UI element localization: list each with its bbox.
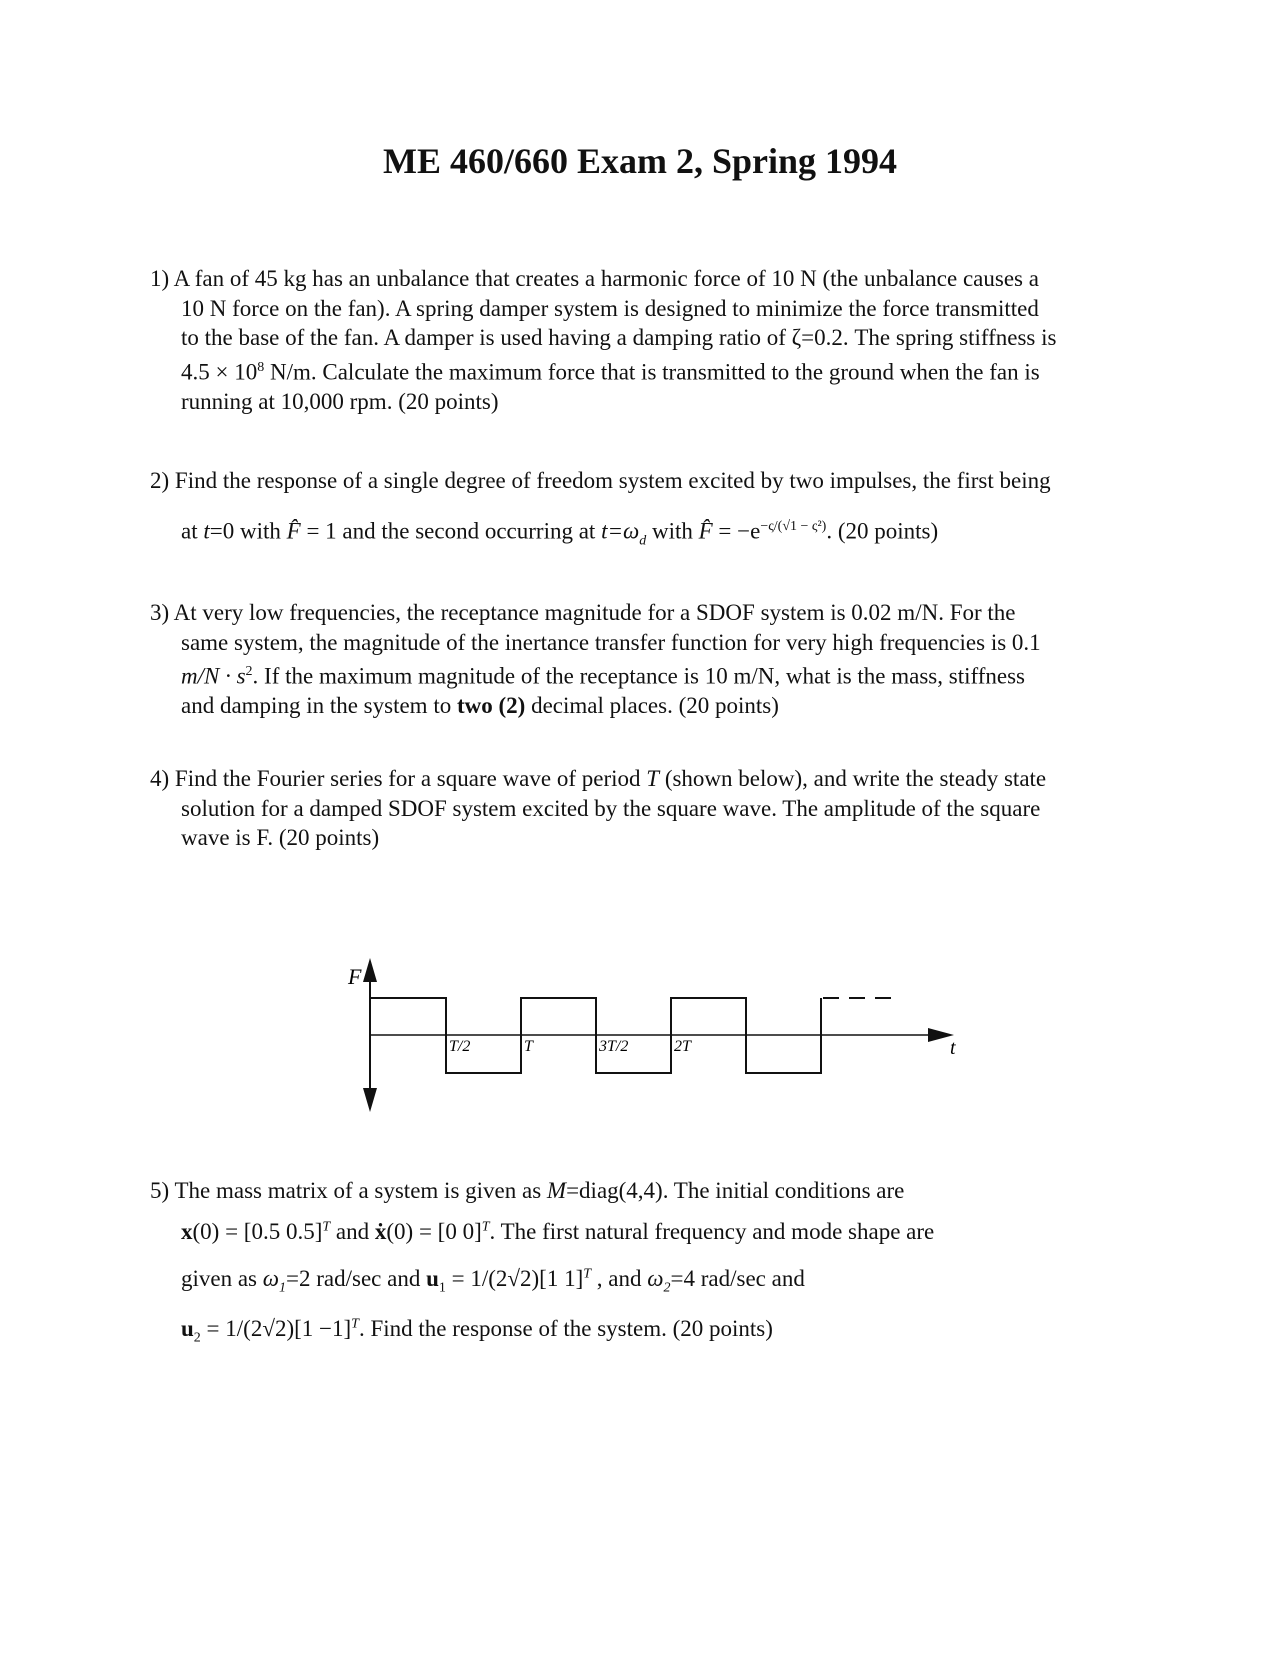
question-5-line-1 — [150, 1176, 1130, 1206]
q5-vec-u1: u — [426, 1266, 439, 1291]
q5-line-1 — [150, 1176, 1130, 1206]
q5-line-3-d: , and — [591, 1266, 648, 1291]
q2-line-1: 2) Find the response of a single degree of freedom system excited by two impulses, the first being — [150, 468, 1051, 493]
q5-line-2 — [181, 1219, 934, 1245]
f-axis-label: F — [348, 964, 362, 989]
q1-line-4-a: 4.5 × 10 — [181, 359, 258, 385]
q3-exponent: 2 — [245, 664, 253, 679]
q5-u1-sub: 1 — [438, 1280, 446, 1296]
q4-line-2: solution for a damped SDOF system excited by the square wave. The amplitude of the square — [181, 795, 1041, 821]
q3-line-3-b: . If the maximum magnitude of the receptance is 10 m/N, what is the mass, stiffness — [252, 663, 1026, 689]
q5-var-M: M — [546, 1178, 567, 1203]
q4-var-T: T — [646, 766, 660, 791]
tick-label-3t-half: 3T/2 — [599, 1038, 629, 1055]
q5-transpose-1: T — [322, 1219, 331, 1235]
exam-title: ME 460/660 Exam 2, Spring 1994 — [382, 141, 898, 181]
q5-omega-2: ω — [647, 1266, 664, 1291]
q5-vec-xdot: ẋ — [374, 1219, 387, 1244]
q2-f-hat-2: F̂ — [698, 518, 713, 544]
q1-line-3: to the base of the fan. A damper is used having a damping ratio of ζ=0.2. The spring stiffness is — [181, 325, 1057, 350]
q5-line-3-b: =2 rad/sec and — [286, 1266, 427, 1291]
q3-bold-text: two (2) — [456, 693, 526, 719]
q5-line-1-b: =diag(4,4). The initial conditions are — [566, 1178, 905, 1203]
q5-line-1-a: 5) The mass matrix of a system is given as — [150, 1178, 547, 1203]
t-axis-label: t — [950, 1037, 956, 1059]
q5-transpose-3: T — [583, 1266, 592, 1282]
q5-transpose-4: T — [351, 1316, 359, 1332]
axis-arrow-down — [363, 1088, 377, 1112]
q5-omega-2-sub: 2 — [663, 1280, 671, 1296]
q1-line-5: running at 10,000 rpm. (20 points) — [181, 388, 499, 414]
q4-line-3: wave is F. (20 points) — [181, 825, 380, 850]
q2-var-t: t — [203, 518, 210, 544]
q3-unit: m/N · s — [181, 663, 246, 689]
q3-line-4-a: and damping in the system to — [181, 693, 457, 719]
q2-exponent: −ς/(√1 − ς²) — [760, 518, 827, 534]
q2-var-t-omega: t=ω — [601, 518, 640, 544]
tick-label-2t: 2T — [674, 1038, 691, 1055]
q5-line-4 — [181, 1316, 773, 1347]
q5-line-3-a: given as — [181, 1266, 263, 1291]
q2-text-g: . (20 points) — [826, 518, 939, 544]
q5-line-2-end: . The first natural frequency and mode shape are — [489, 1219, 935, 1244]
q5-u2-sub: 2 — [193, 1330, 201, 1346]
q5-line-4-end: . Find the response of the system. (20 points) — [358, 1316, 773, 1341]
axis-arrow-up — [363, 958, 377, 982]
q5-transpose-2: T — [481, 1219, 490, 1235]
q2-text-e: with — [646, 518, 699, 544]
q1-exponent: 8 — [257, 359, 265, 375]
tick-label-t-half: T/2 — [449, 1038, 471, 1055]
tick-label-t: T — [524, 1038, 533, 1055]
q2-text-a: at — [181, 518, 204, 544]
q2-text-b: =0 with — [209, 518, 287, 544]
q2-f-hat-1: F̂ — [286, 518, 301, 544]
q3-line-1: 3) At very low frequencies, the receptance magnitude for a SDOF system is 0.02 m/N. For the — [150, 600, 1016, 625]
q2-text-f: = −e — [712, 518, 761, 544]
q1-line-4-b: N/m. Calculate the maximum force that is transmitted to the ground when the fan is — [264, 359, 1040, 385]
q5-u2-value: = 1/(2√2)[1 −1] — [200, 1316, 352, 1341]
q5-x0-value: (0) = [0.5 0.5] — [192, 1219, 323, 1244]
q5-vec-u2: u — [181, 1316, 194, 1341]
q1-line-1: 1) A fan of 45 kg has an unbalance that creates a harmonic force of 10 N (the unbalance causes a — [150, 266, 1039, 291]
q5-omega-1-sub: 1 — [279, 1280, 287, 1296]
q1-line-2: 10 N force on the fan). A spring damper system is designed to minimize the force transmitted — [181, 295, 1039, 321]
q5-line-3 — [181, 1266, 805, 1297]
q5-and: and — [330, 1219, 375, 1244]
q2-sub-d: d — [639, 532, 647, 548]
q5-xdot0-value: (0) = [0 0] — [386, 1219, 482, 1244]
q5-vec-x: x — [181, 1219, 193, 1244]
q4-line-1-a: 4) Find the Fourier series for a square wave of period — [150, 766, 647, 791]
q3-line-2: same system, the magnitude of the inertance transfer function for very high frequencies is 0.1 — [181, 629, 1041, 655]
q5-line-3-e: =4 rad/sec and — [670, 1266, 805, 1291]
q4-line-1-b: (shown below), and write the steady state — [659, 766, 1047, 791]
q5-omega-1: ω — [262, 1266, 280, 1291]
q5-u1-value: = 1/(2√2)[1 1] — [445, 1266, 584, 1291]
q2-text-c: = 1 and the second occurring at — [300, 518, 602, 544]
q3-line-4-b: decimal places. (20 points) — [525, 693, 779, 719]
